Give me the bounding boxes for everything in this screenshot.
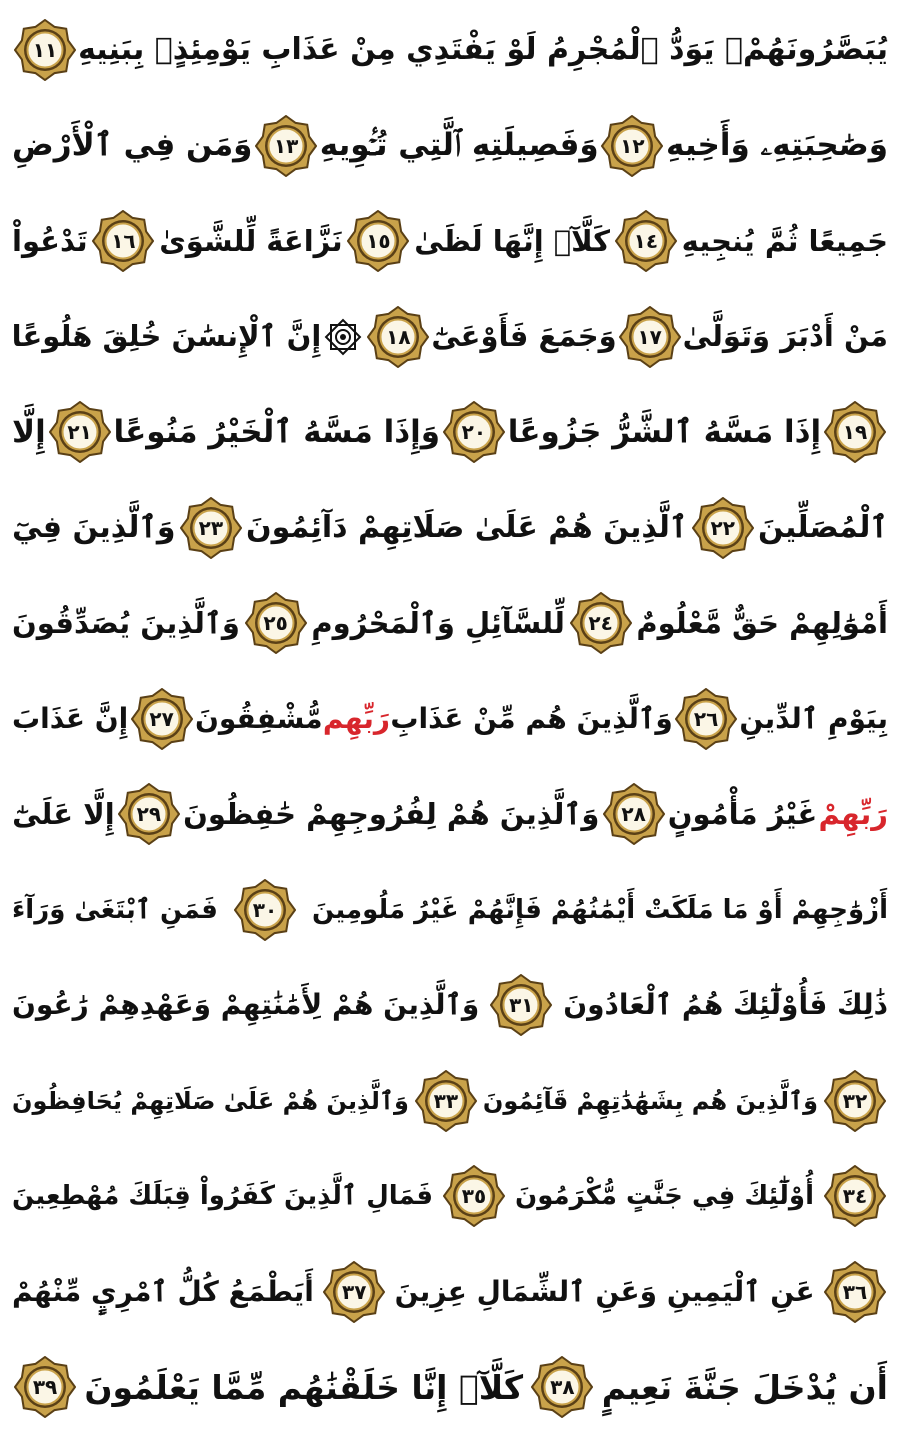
verse-text: فَمَالِ ٱلَّذِينَ كَفَرُواْ قِبَلَكَ مُهْطِعِينَ [12,1181,433,1211]
verse-text: يُبَصَّرُونَهُمْۚ يَوَدُّ ٱلْمُجْرِمُ لَوْ يَفْتَدِي مِنْ عَذَابِ يَوْمِئِذٍۭ بِبَنِيهِ [78,32,888,67]
ayah-number-marker [531,1356,593,1418]
ayah-number-marker [619,306,681,368]
verse-text: إِنَّ عَذَابَ [12,701,129,735]
ayah-number: ١٤ [633,229,659,253]
verse-text: لِّلسَّآئِلِ وَٱلْمَحْرُومِ [311,605,565,640]
ayah-number-marker [245,592,307,654]
verse-text: مُّشْفِقُونَ [194,701,323,735]
text-line [12,679,888,759]
verse-text: نَزَّاعَةً لِّلشَّوَىٰ [159,223,343,258]
verse-text: بِيَوْمِ ٱلدِّينِ [739,701,888,735]
ayah-number-marker [367,306,429,368]
verse-text: وَٱلَّذِينَ فِيٓ [12,509,176,545]
text-line [12,201,888,281]
ayah-number: ١٨ [386,324,411,349]
ayah-number-marker [92,210,154,272]
verse-text: أُوْلَٰٓئِكَ فِي جَنَّٰتٍ مُّكْرَمُونَ [515,1181,814,1211]
ayah-number: ١١ [32,38,58,62]
verse-text: وَٱلَّذِينَ هُم بِشَهَٰدَٰتِهِمْ قَآئِمُونَ [482,1086,819,1115]
text-line [12,583,888,663]
verse-text: عَنِ ٱلْيَمِينِ وَعَنِ ٱلشِّمَالِ عِزِينَ [394,1274,815,1308]
ayah-number: ١٧ [637,324,662,349]
verse-text: أَمْوَٰلِهِمْ حَقٌّ مَّعْلُومٌ [636,605,888,640]
verse-text: وَٱلَّذِينَ هُمْ لِفُرُوجِهِمْ حَٰفِظُونَ [183,796,600,831]
verse-text: إِذَا مَسَّهُ ٱلشَّرُّ جَزُوعًا [507,413,822,450]
verse-text: وَإِذَا مَسَّهُ ٱلْخَيْرُ مَنُوعًا [113,413,440,450]
verse-text: وَٱلَّذِينَ يُصَدِّقُونَ [12,605,240,640]
ayah-number-marker [570,592,632,654]
verse-text: أَن يُدْخَلَ جَنَّةَ نَعِيمٍ [601,1367,888,1407]
ayah-number: ٣٧ [342,1279,367,1304]
ayah-number: ٣١ [509,993,534,1017]
verse-text: وَجَمَعَ فَأَوْعَىٰٓ [431,319,617,353]
verse-text: مَنْ أَدْبَرَ وَتَوَلَّىٰ [682,319,888,353]
text-line [12,1347,888,1427]
divine-name-text: رَبِّهِمْ [818,796,888,831]
ayah-number-marker [347,210,409,272]
verse-text: جَمِيعًا ثُمَّ يُنجِيهِ [681,223,888,258]
text-line [12,488,888,568]
ayah-number-marker [14,1356,76,1418]
ayah-number: ٢٨ [621,802,646,826]
ayah-number-marker [603,783,665,845]
ayah-number-marker [824,1261,886,1323]
verse-text: ٱلَّذِينَ هُمْ عَلَىٰ صَلَاتِهِمْ دَآئِمُونَ [246,509,688,545]
ayah-number: ٣٦ [842,1279,868,1304]
ayah-number: ٢٣ [198,515,224,540]
text-line [12,1061,888,1141]
ayah-number: ٣٩ [32,1375,58,1399]
verse-text: أَيَطْمَعُ كُلُّ ٱمْرِيٍٕ مِّنْهُمْ [12,1274,314,1308]
verse-text: فَمَنِ ٱبْتَغَىٰ وَرَآءَ [12,894,218,925]
verse-text: وَٱلَّذِينَ هُمْ عَلَىٰ صَلَاتِهِمْ يُحَافِظُونَ [12,1086,409,1115]
verse-text: إِلَّا [12,413,46,450]
verse-text: ٱلْمُصَلِّينَ [757,509,888,545]
ayah-number: ٢٠ [461,420,487,444]
page-lines [12,10,888,1427]
verse-text: تَدْعُواْ [12,223,88,258]
ayah-number: ١٢ [620,133,645,158]
ayah-number: ٣٥ [461,1184,487,1208]
text-line [12,392,888,472]
text-line [12,106,888,186]
ayah-number-marker [824,1165,886,1227]
text-line [12,774,888,854]
ayah-number-marker [443,401,505,463]
ayah-number-marker [443,1165,505,1227]
ayah-number-marker [49,401,111,463]
verse-text: إِنَّ ٱلْإِنسَٰنَ خُلِقَ هَلُوعًا [12,319,322,353]
ayah-number: ١٥ [366,229,391,253]
ayah-number-marker [323,1261,385,1323]
ayah-number: ٣٤ [842,1184,868,1208]
text-line [12,965,888,1045]
ayah-number-marker [824,401,886,463]
divine-name-text: رَبِّهِم [322,701,390,735]
ayah-number: ٢١ [67,420,92,444]
text-line [12,1252,888,1332]
verse-text: وَٱلَّذِينَ هُمْ لِأَمَٰنَٰتِهِمْ وَعَهْدِهِمْ رَٰعُونَ [12,988,480,1021]
ayah-number: ٣٠ [252,897,278,922]
verse-text: إِلَّا عَلَىٰٓ [12,796,115,831]
ayah-number: ٣٣ [433,1088,459,1113]
verse-text: ذَٰلِكَ فَأُوْلَٰٓئِكَ هُمُ ٱلْعَادُونَ [563,988,888,1021]
verse-text: كَلَّآۖ إِنَّهَا لَظَىٰ [414,223,611,258]
text-line [12,1156,888,1236]
ayah-number: ٢٧ [149,706,174,731]
verse-text: أَزْوَٰجِهِمْ أَوْ مَا مَلَكَتْ أَيْمَٰنُهُمْ فَإِنَّهُمْ غَيْرُ مَلُومِينَ [311,894,888,925]
ayah-number-marker [131,688,193,750]
rub-el-hizb-icon [323,317,363,357]
ayah-number: ٢٢ [710,515,735,540]
ayah-number-marker [824,1070,886,1132]
verse-text: غَيْرُ مَأْمُونٍ [667,796,818,831]
ayah-number-marker [675,688,737,750]
ayah-number: ١٩ [842,420,868,444]
ayah-number-marker [255,115,317,177]
text-line [12,297,888,377]
ayah-number-marker [14,19,76,81]
ayah-number: ٢٩ [136,802,162,826]
ayah-number-marker [692,497,754,559]
ayah-number-marker [118,783,180,845]
ayah-number-marker [615,210,677,272]
verse-text: وَمَن فِي ٱلْأَرْضِ [12,127,253,163]
rub-el-hizb-marker [323,317,363,357]
ayah-number-marker [180,497,242,559]
verse-text: كَلَّآۖ إِنَّا خَلَقْنَٰهُم مِّمَّا يَعْلَمُونَ [84,1367,524,1407]
ayah-number: ١٦ [111,229,136,253]
verse-text: وَفَصِيلَتِهِ ٱلَّتِي تُـٔۡوِيهِ [319,127,599,163]
text-line [12,870,888,950]
ayah-number: ٣٢ [842,1088,868,1113]
ayah-number: ٢٤ [588,611,613,635]
ayah-number-marker [490,974,552,1036]
text-line [12,10,888,90]
verse-text: وَٱلَّذِينَ هُم مِّنْ عَذَابِ [390,701,673,735]
verse-text: وَصَٰحِبَتِهِۦ وَأَخِيهِ [666,127,888,163]
ayah-number-marker [234,879,296,941]
ayah-number-marker [601,115,663,177]
ayah-number: ٢٦ [693,706,719,731]
ayah-number: ٢٥ [263,611,288,635]
ayah-number: ٣٨ [550,1375,575,1399]
ayah-number-marker [415,1070,477,1132]
ayah-number: ١٣ [273,133,299,158]
